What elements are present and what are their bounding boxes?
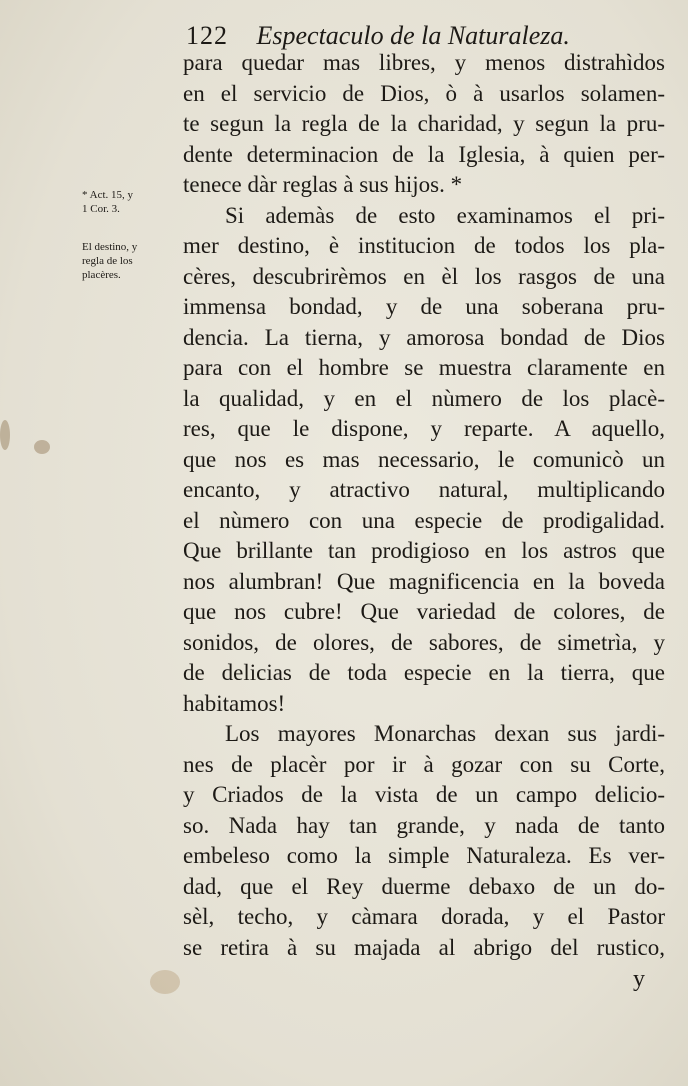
text-line: la qualidad, y en el nùmero de los placè-: [183, 385, 665, 411]
text-line: res, que le dispone, y reparte. A aquello,: [183, 416, 665, 441]
text-line: dente determinacion de la Iglesia, à quien per-: [183, 141, 665, 167]
text-line: que nos es mas necessario, le comunicò un: [183, 446, 665, 472]
text-line: dencia. La tierna, y amorosa bondad de Dios: [183, 324, 665, 350]
text-line: nos alumbran! Que magnificencia en la boveda: [183, 568, 665, 594]
margin-notes: [82, 188, 168, 282]
text-line: y Criados de la vista de un campo delicio-: [183, 782, 665, 807]
text-line: sèl, techo, y càmara dorada, y el Pastor: [183, 904, 665, 929]
text-line: se retira à su majada al abrigo del rustico,: [183, 934, 665, 960]
ink-spot: [34, 440, 50, 454]
text-line: que nos cubre! Que variedad de colores, de: [183, 599, 665, 624]
text-line: encanto, y atractivo natural, multiplicando: [183, 477, 665, 502]
text-line: te segun la regla de la charidad, y segun la pru-: [183, 111, 665, 136]
catchword: y: [633, 966, 645, 992]
text-line: el nùmero con una especie de prodigalidad.: [183, 507, 665, 533]
text-line: en el servicio de Dios, ò à usarlos solamen-: [183, 80, 665, 106]
text-line: Que brillante tan prodigioso en los astros que: [183, 538, 665, 563]
text-line: de delicias de toda especie en la tierra, que: [183, 660, 665, 685]
running-title: Espectaculo de la Naturaleza.: [256, 21, 570, 50]
page-number: 122: [186, 21, 228, 50]
text-line: para quedar mas libres, y menos distrahìdos: [183, 50, 665, 75]
paragraph-start-line: Si ademàs de esto examinamos el pri-: [225, 202, 665, 228]
text-line: so. Nada hay tan grande, y nada de tanto: [183, 812, 665, 838]
text-line: cères, descubrirèmos en èl los rasgos de una: [183, 263, 665, 289]
margin-note-topic: El destino, y regla de los placères.: [82, 241, 138, 281]
left-edge-stain: [0, 420, 10, 450]
foxing-stain: [150, 970, 180, 994]
text-line: habitamos!: [183, 690, 286, 716]
text-line: tenece dàr reglas à sus hijos. *: [183, 172, 463, 197]
paragraph-start-line: Los mayores Monarchas dexan sus jardi-: [225, 721, 665, 746]
text-line: mer destino, è institucion de todos los pla-: [183, 233, 665, 258]
text-line: dad, que el Rey duerme debaxo de un do-: [183, 873, 665, 899]
text-line: nes de placèr por ir à gozar con su Corte,: [183, 751, 665, 777]
text-line: para con el hombre se muestra claramente en: [183, 355, 665, 380]
margin-note-reference: * Act. 15, y 1 Cor. 3.: [82, 189, 134, 215]
text-line: sonidos, de olores, de sabores, de simetrìa, y: [183, 629, 665, 655]
body-text: [183, 48, 665, 995]
text-line: embeleso como la simple Naturaleza. Es ver-: [183, 843, 665, 868]
text-line: immensa bondad, y de una soberana pru-: [183, 294, 665, 319]
